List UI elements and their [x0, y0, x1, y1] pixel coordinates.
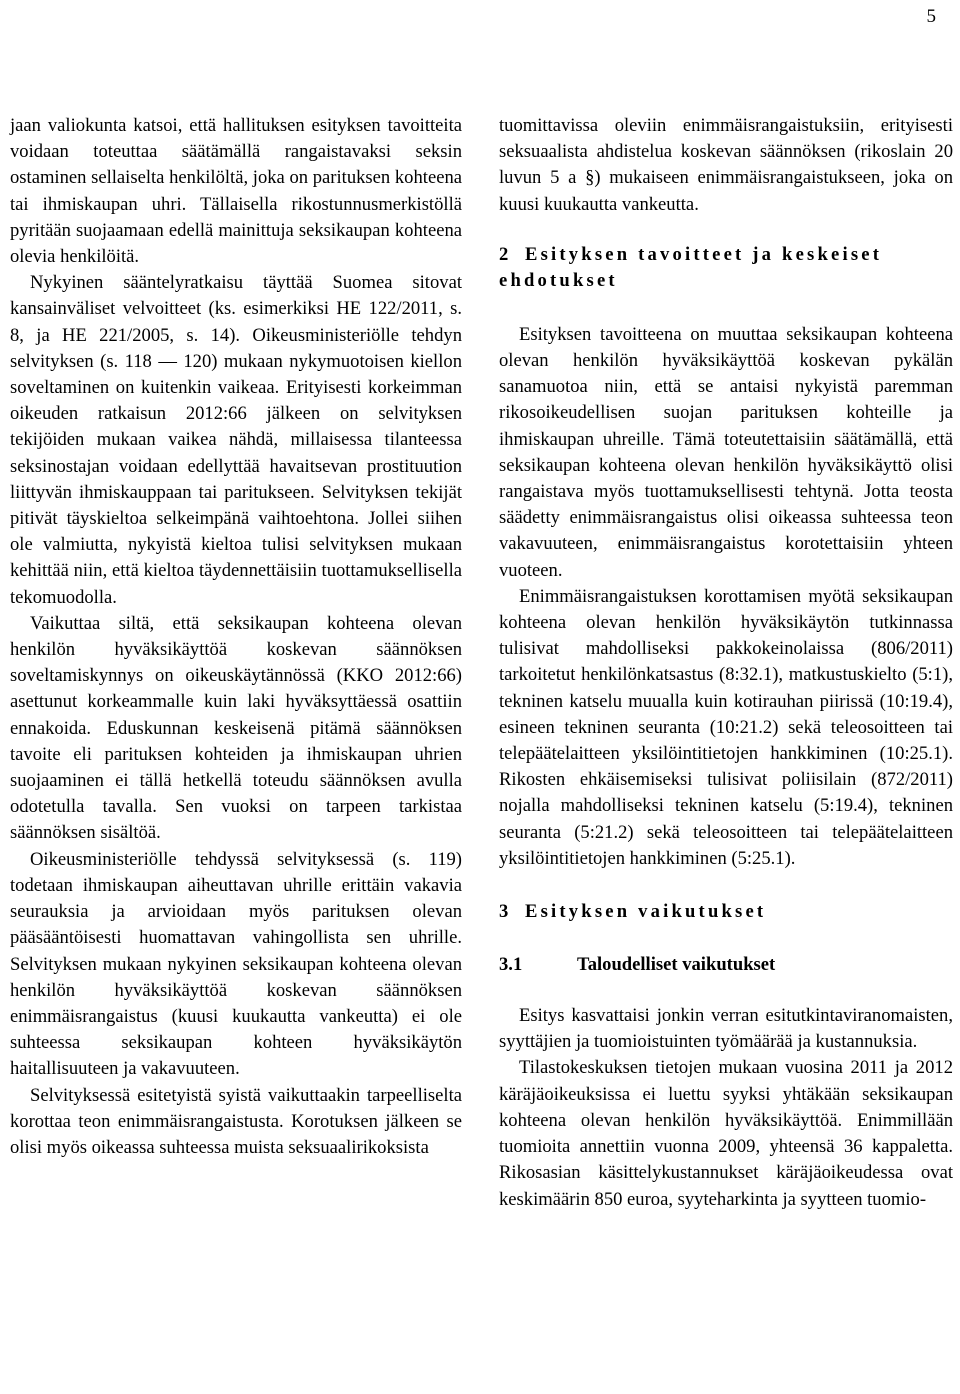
section-number: 2	[499, 243, 509, 265]
section-number: 3	[499, 901, 509, 923]
body-paragraph: Selvityksessä esitetyistä syistä vaikuttaakin tarpeelliselta korottaa teon enimmäisrangaistusta. Korotuksen jälkeen se olisi myös oikeassa suhteessa muista seksuaalirikoksista	[10, 1084, 462, 1158]
subsection-title: Taloudelliset vaikutukset	[577, 954, 776, 976]
left-column	[10, 113, 462, 1161]
body-paragraph: Enimmäisrangaistuksen korottamisen myötä seksikaupan kohteena olevan henkilön hyväksikäytön tutkinnassa tulisivat mahdolliseksi pakkokeinolaissa (806/2011) tarkoitetut henkilönkatsastus (8:32.1), matkustuskielto (5:1), tekninen katselu muualla kuin kotirauhan piirissä (10:19.4), esineen tekninen seuranta (10:21.2) sekä teleosoitteen tai telepäätelaitteen yksilöintitietojen hankkiminen (10:25.1). Rikosten ehkäisemiseksi tulisivat poliisilain (872/2011) nojalla mahdolliseksi tekninen katselu (5:19.4), tekninen seuranta (5:21.2) sekä teleosoitteen tai telepäätelaitteen yksilöintitietojen hankkiminen (5:25.1).	[499, 585, 953, 869]
body-paragraph: Nykyinen sääntelyratkaisu täyttää Suomea sitovat kansainväliset velvoitteet (ks. esimerkiksi HE 122/2011, s. 8, ja HE 221/2005, s. 14). Oikeusministeriölle tehdyn selvityksen (s. 118 — 120) mukaan nykymuotoisen kiellon soveltaminen on kuitenkin vaikeaa. Erityisesti korkeimman oikeuden ratkaisun 2012:66 jälkeen on selvityksen tekijöiden mukaan vaikea nähdä, millaisessa tilanteessa seksinostajan voidaan edellyttää havaitsevan prostituution liittyvän ihmiskauppaan tai paritukseen. Selvityksen tekijät pitivät täyskieltoa selkeimpänä vaihtoehtona. Jollei siihen ole valmiutta, nykyistä kieltoa tulisi selvityksen mukaan kehittää niin, että kieltoa täydennettäisiin tuottamuksellisella tekomuodolla.	[10, 272, 462, 608]
section-heading-3	[499, 899, 953, 925]
page-number: 5	[926, 6, 936, 27]
body-paragraph: tuomittavissa oleviin enimmäisrangaistuksiin, erityisesti seksuaalista ahdistelua koskevan säännöksen (rikoslain 20 luvun 5 a §) mukaiseen enimmäisrangaistukseen, joka on kuusi kuukautta vankeutta.	[499, 115, 953, 215]
section-title: Esityksen tavoitteet ja keskeiset ehdotukset	[499, 243, 883, 291]
body-paragraph: Vaikuttaa siltä, että seksikaupan kohteena olevan henkilön hyväksikäyttöä koskevan säännöksen soveltamiskynnys on oikeuskäytännössä (KKO 2012:66) asettunut korkeammalle kuin laki hyväksyttäessä osattiin ennakoida. Eduskunnan keskeisenä pitämä säännöksen tavoite eli parituksen kohteiden ja ihmiskaupan uhrien suojaaminen ei tällä hetkellä toteudu säännöksen avulla odotetulla tavalla. Sen vuoksi on tarpeen tarkistaa säännöksen sisältöä.	[10, 612, 462, 844]
body-paragraph: Oikeusministeriölle tehdyssä selvityksessä (s. 119) todetaan ihmiskaupan aiheuttavan uhrille erittäin vakavia seurauksia ja arvioidaan myös parituksen olevan pääsääntöisesti huomattavan vahingollista sen uhrille. Selvityksen mukaan nykyinen seksikaupan kohteena olevan henkilön hyväksikäyttöä koskevan säännöksen enimmäisrangaistus (kuusi kuukautta vankeutta) ei ole suhteessa seksikaupan kohteen hyväksikäytön haitallisuuteen ja vakavuuteen.	[10, 848, 462, 1080]
body-paragraph: jaan valiokunta katsoi, että hallituksen esityksen tavoitteita voidaan toteuttaa säätämällä rangaistavaksi seksin ostaminen sellaiselta henkilöltä, joka on parituksen kohteena tai ihmiskaupan uhri. Tällaisella rikostunnusmerkistöllä pyritään suojaamaan edellä mainittuja seksikaupan kohteena olevia henkilöitä.	[10, 115, 462, 268]
subsection-number: 3.1	[499, 954, 523, 976]
section-heading-2	[499, 242, 953, 294]
body-paragraph: Esitys kasvattaisi jonkin verran esitutkintaviranomaisten, syyttäjien ja tuomioistuinten työmäärää ja kustannuksia.	[499, 1005, 953, 1053]
subsection-heading-3-1	[499, 952, 953, 978]
section-title: Esityksen vaikutukset	[525, 901, 767, 923]
right-column	[499, 113, 953, 1213]
body-paragraph: Tilastokeskuksen tietojen mukaan vuosina 2011 ja 2012 käräjäoikeuksissa ei luettu syyksi yhtäkään seksikaupan kohteena olevan henkilön hyväksikäyttöä. Enimmillään tuomioita annettiin vuonna 2009, yhteensä 36 kappaletta. Rikosasian käsittelykustannukset käräjäoikeudessa ovat keskimäärin 850 euroa, syyteharkinta ja syytteen tuomio-	[499, 1057, 953, 1210]
body-paragraph: Esityksen tavoitteena on muuttaa seksikaupan kohteena olevan henkilön hyväksikäyttöä koskevan pykälän sanamuotoa niin, että se antaisi nykyistä paremman rikosoikeudellisen suojan parituksen kohteille ja ihmiskaupan uhreille. Tämä toteutettaisiin säätämällä, että seksikaupan kohteena olevan henkilön hyväksikäyttö olisi rangaistava myös tuottamuksellisesti tehtynä. Jotta teosta säädetty enimmäisrangaistus olisi oikeassa suhteessa teon vakavuuteen, enimmäisrangaistus korotettaisiin yhteen vuoteen.	[499, 323, 953, 581]
